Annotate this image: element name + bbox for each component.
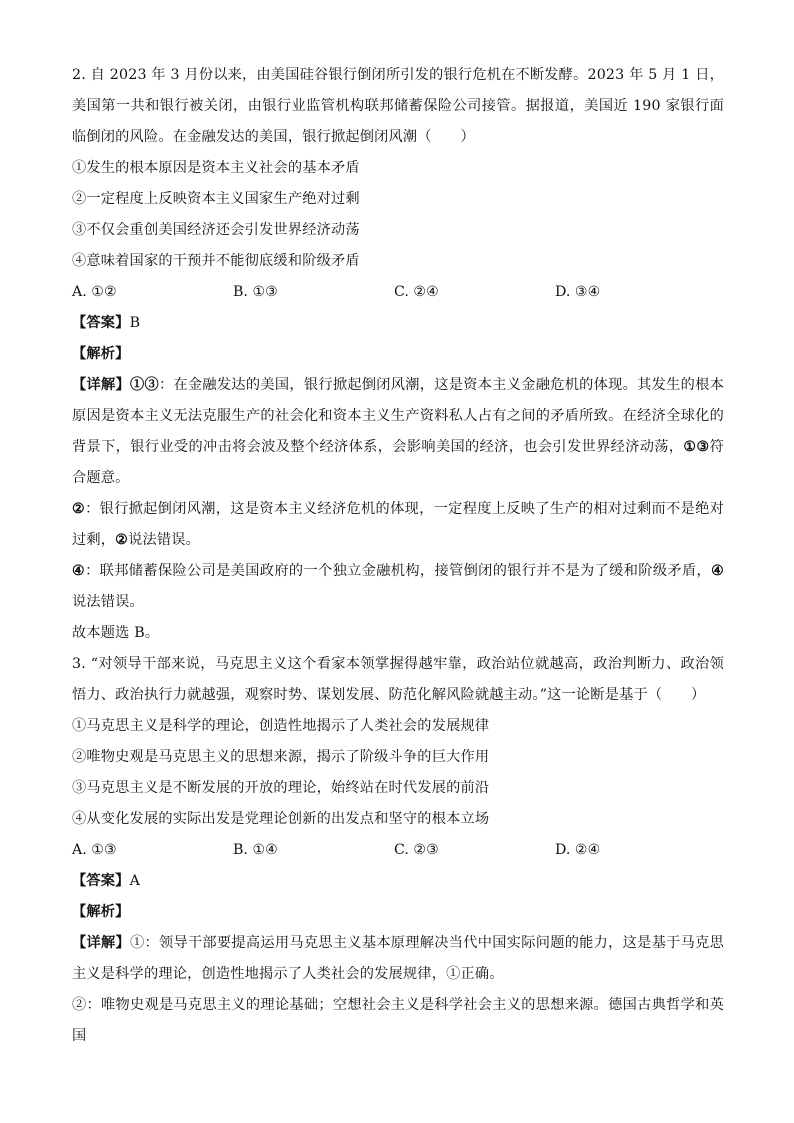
q2-detail-label: 【详解】 [72, 377, 130, 393]
q2-statement-3: ③不仅会重创美国经济还会引发世界经济动荡 [72, 222, 360, 238]
q3-option-d: D. ②④ [555, 842, 601, 858]
q3-detail-text: ①：领导干部要提高运用马克思主义基本原理解决当代中国实际问题的能力，这是基于马克思主义是科学的理论，创造性地揭示了人类社会的发展规律，①正确。 [72, 935, 724, 982]
q2-p4-text: ：联邦储蓄保险公司是美国政府的一个独立金融机构，接管倒闭的银行并不是为了缓和阶级矛盾， [85, 563, 712, 579]
q2-statement-4: ④意味着国家的干预并不能彻底缓和阶级矛盾 [72, 253, 360, 269]
q2-stem: 2. 自 2023 年 3 月份以来，由美国硅谷银行倒闭所引发的银行危机在不断发酵。2023 年 5 月 1 日，美国第一共和银行被关闭，由银行业监管机构联邦储蓄保险公司接管。据报道，美国近 190 家银行面临倒闭的风险。在金融发达的美国，银行掀起倒闭风潮（ ） [72, 67, 724, 145]
q2-detail-tag: ①③ [129, 377, 159, 393]
q3-options [72, 835, 724, 866]
q3-point-2: ②：唯物史观是马克思主义的理论基础；空想社会主义是科学社会主义的思想来源。德国古典哲学和英国 [72, 997, 724, 1044]
q3-statement-4: ④从变化发展的实际出发是党理论创新的出发点和坚守的根本立场 [72, 811, 490, 827]
q2-p4-tag: ④ [72, 563, 86, 579]
q3-statement-1: ①马克思主义是科学的理论，创造性地揭示了人类社会的发展规律 [72, 718, 490, 734]
exam-page [72, 60, 724, 1052]
q2-p4-end: 说法错误。 [72, 594, 144, 610]
q2-conclusion: 故本题选 B。 [72, 625, 160, 641]
q2-point-2 [72, 494, 724, 556]
q3-statement-3: ③马克思主义是不断发展的开放的理论，始终站在时代发展的前沿 [72, 780, 490, 796]
q2-option-d: D. ③④ [555, 284, 601, 300]
q3-statement-2: ②唯物史观是马克思主义的思想来源，揭示了阶级斗争的巨大作用 [72, 749, 490, 765]
q2-statement-1: ①发生的根本原因是资本主义社会的基本矛盾 [72, 160, 360, 176]
q2-answer-label: 【答案】 [72, 315, 130, 331]
q3-detail [72, 928, 724, 990]
q2-point-4 [72, 556, 724, 618]
q2-p2-end: 说法错误。 [128, 532, 201, 548]
q2-detail-text: ：在金融发达的美国，银行掀起倒闭风潮，这是资本主义金融危机的体现。其发生的根本原因是资本主义无法克服生产的社会化和资本主义生产资料私人占有之间的矛盾所致。在经济全球化的背景下，银行业受的冲击将会波及整个经济体系，会影响美国的经济，也会引发世界经济动荡， [72, 377, 724, 455]
q2-analysis-label: 【解析】 [72, 346, 130, 362]
q2-p4-tag2: ④ [711, 563, 724, 579]
q3-stem: 3. “对领导干部来说，马克思主义这个看家本领掌握得越牢靠，政治站位就越高，政治判断力、政治领悟力、政治执行力就越强，观察时势、谋划发展、防范化解风险就越主动。”这一论断是基于（ ） [72, 656, 724, 703]
q2-p2-text: ：银行掀起倒闭风潮，这是资本主义经济危机的体现，一定程度上反映了生产的相对过剩而不是绝对过剩， [72, 501, 724, 548]
q2-options [72, 277, 724, 308]
q2-p2-tag2: ② [115, 532, 129, 548]
q2-p2-tag: ② [72, 501, 86, 517]
q3-answer-label: 【答案】 [72, 873, 130, 889]
q2-option-b: B. ①③ [233, 284, 278, 300]
q2-answer [72, 308, 724, 339]
q3-answer [72, 866, 724, 897]
q2-detail-end: 符合题意。 [72, 439, 724, 486]
q2-answer-value: B [129, 315, 141, 331]
q2-statement-2: ②一定程度上反映资本主义国家生产绝对过剩 [72, 191, 360, 207]
q3-detail-label: 【详解】 [72, 935, 130, 951]
q3-option-a: A. ①③ [72, 842, 117, 858]
q3-analysis-label: 【解析】 [72, 904, 130, 920]
q2-option-a: A. ①② [72, 284, 117, 300]
q2-detail-tag2: ①③ [683, 439, 710, 455]
q2-detail [72, 370, 724, 494]
q2-option-c: C. ②④ [394, 284, 439, 300]
q3-answer-value: A [129, 873, 141, 889]
q3-option-c: C. ②③ [394, 842, 439, 858]
q3-option-b: B. ①④ [233, 842, 278, 858]
